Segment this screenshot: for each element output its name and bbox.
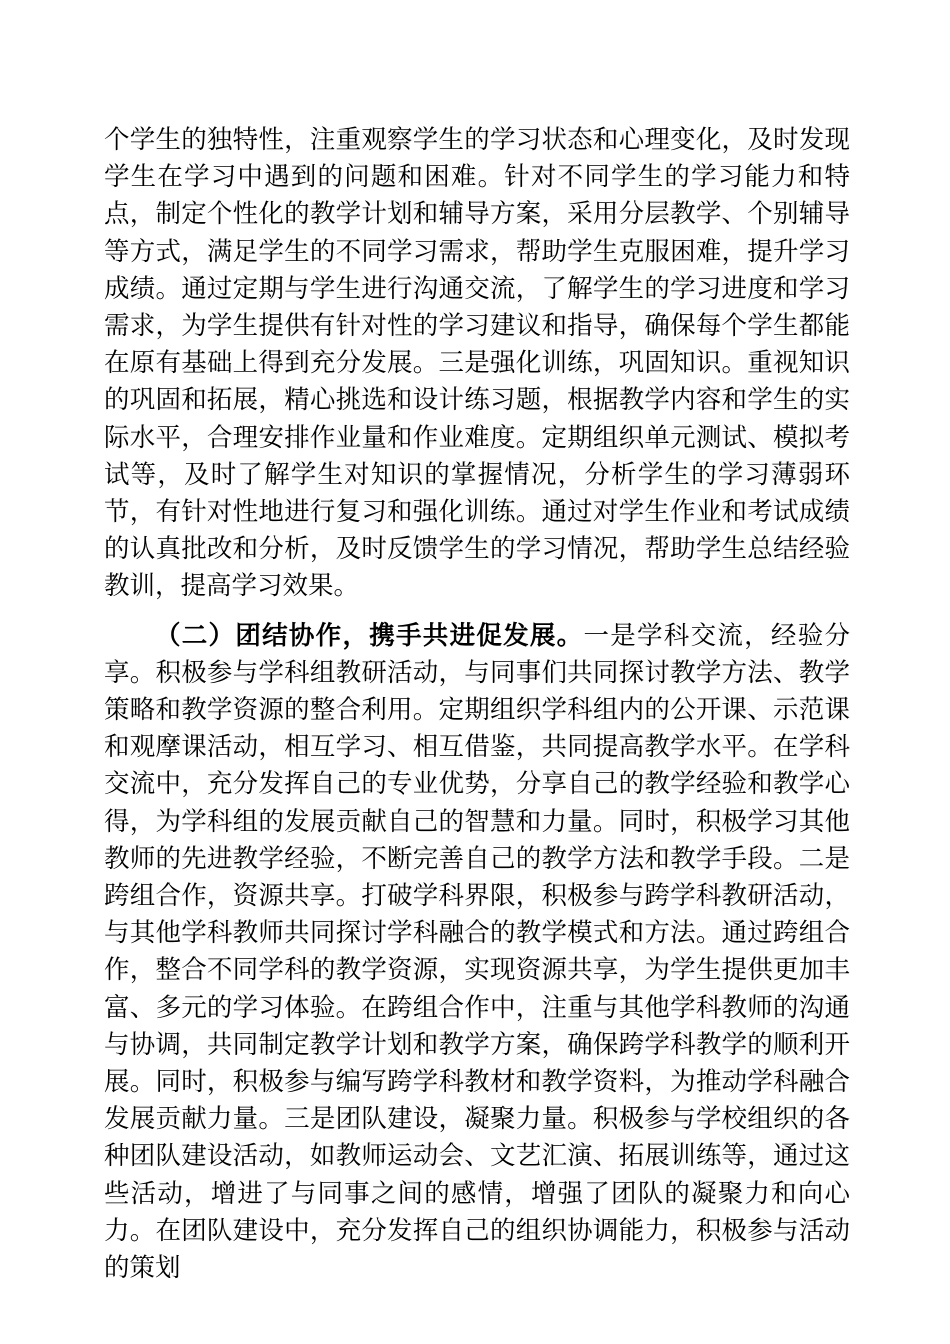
paragraph-section-2 [104, 618, 850, 1288]
document-page [104, 122, 850, 1287]
paragraph-continued: 个学生的独特性，注重观察学生的学习状态和心理变化，及时发现学生在学习中遇到的问题和困难。针对不同学生的学习能力和特点，制定个性化的教学计划和辅导方案，采用分层教学、个别辅导等方式，满足学生的不同学习需求，帮助学生克服困难，提升学习成绩。通过定期与学生进行沟通交流，了解学生的学习进度和学习需求，为学生提供有针对性的学习建议和指导，确保每个学生都能在原有基础上得到充分发展。三是强化训练，巩固知识。重视知识的巩固和拓展，精心挑选和设计练习题，根据教学内容和学生的实际水平，合理安排作业量和作业难度。定期组织单元测试、模拟考试等，及时了解学生对知识的掌握情况，分析学生的学习薄弱环节，有针对性地进行复习和强化训练。通过对学生作业和考试成绩的认真批改和分析，及时反馈学生的学习情况，帮助学生总结经验教训，提高学习效果。 [104, 125, 850, 602]
section-body: 一是学科交流，经验分享。积极参与学科组教研活动，与同事们共同探讨教学方法、教学策略和教学资源的整合利用。定期组织学科组内的公开课、示范课和观摩课活动，相互学习、相互借鉴，共同提高教学水平。在学科交流中，充分发挥自己的专业优势，分享自己的教学经验和教学心得，为学科组的发展贡献自己的智慧和力量。同时，积极学习其他教师的先进教学经验，不断完善自己的教学方法和教学手段。二是跨组合作，资源共享。打破学科界限，积极参与跨学科教研活动，与其他学科教师共同探讨学科融合的教学模式和方法。通过跨组合作，整合不同学科的教学资源，实现资源共享，为学生提供更加丰富、多元的学习体验。在跨组合作中，注重与其他学科教师的沟通与协调，共同制定教学计划和教学方案，确保跨学科教学的顺利开展。同时，积极参与编写跨学科教材和教学资料，为推动学科融合发展贡献力量。三是团队建设，凝聚力量。积极参与学校组织的各种团队建设活动，如教师运动会、文艺汇演、拓展训练等，通过这些活动，增进了与同事之间的感情，增强了团队的凝聚力和向心力。在团队建设中，充分发挥自己的组织协调能力，积极参与活动的策划 [104, 620, 850, 1284]
section-heading: （二）团结协作，携手共进促发展。 [155, 620, 584, 651]
